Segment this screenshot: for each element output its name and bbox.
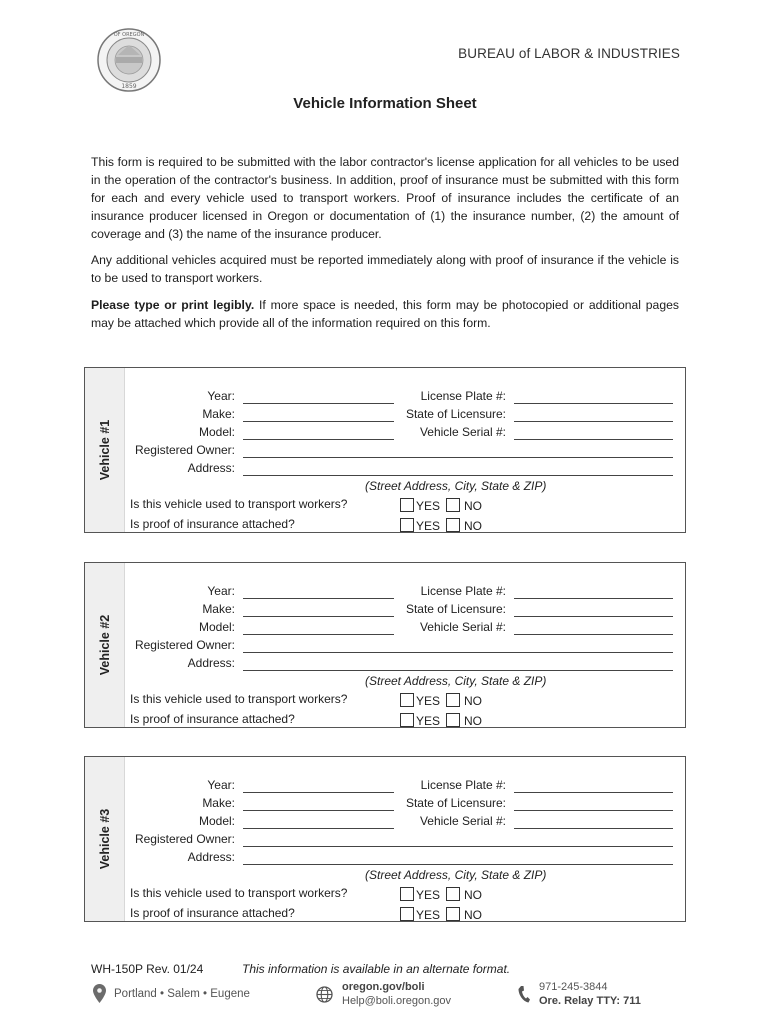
transport-no-label: NO bbox=[464, 694, 482, 708]
make-field[interactable] bbox=[243, 616, 394, 617]
state-of-licensure-label: State of Licensure: bbox=[405, 602, 506, 616]
make-input[interactable] bbox=[243, 405, 394, 421]
model-label: Model: bbox=[198, 620, 235, 634]
insurance-no-checkbox[interactable] bbox=[446, 518, 460, 532]
transport-yes-label: YES bbox=[416, 694, 441, 708]
registered-owner-label: Registered Owner: bbox=[134, 443, 235, 457]
instruction-text: If more space is needed, this form may be photocopied or additional pages may be attached which provide all of the information required on this form. bbox=[91, 298, 679, 330]
transport-no-checkbox[interactable] bbox=[446, 887, 460, 901]
transport-yes-label: YES bbox=[416, 888, 441, 902]
state-of-licensure-label: State of Licensure: bbox=[405, 407, 506, 421]
license-plate-input[interactable] bbox=[514, 387, 673, 403]
registered-owner-input[interactable] bbox=[243, 441, 673, 457]
insurance-no-label: NO bbox=[464, 519, 482, 533]
address-input[interactable] bbox=[243, 848, 673, 864]
relay-tty: Ore. Relay TTY: 711 bbox=[539, 995, 641, 1007]
intro-paragraph-2: Any additional vehicles acquired must be reported immediately along with proof of insurance if the vehicle is to be used to transport workers. bbox=[91, 253, 679, 285]
license-plate-field[interactable] bbox=[514, 792, 673, 793]
vehicle-serial-field[interactable] bbox=[514, 439, 673, 440]
instruction-bold: Please type or print legibly. bbox=[91, 298, 255, 312]
year-label: Year: bbox=[207, 778, 235, 792]
alternate-format-note: This information is available in an alternate format. bbox=[242, 962, 511, 976]
globe-icon bbox=[316, 986, 333, 1003]
model-input[interactable] bbox=[243, 423, 394, 439]
year-field[interactable] bbox=[243, 792, 394, 793]
model-field[interactable] bbox=[243, 634, 394, 635]
insurance-no-checkbox[interactable] bbox=[446, 907, 460, 921]
vehicle-label: Vehicle #2 bbox=[97, 614, 112, 676]
email-link[interactable]: Help@boli.oregon.gov bbox=[342, 995, 452, 1007]
year-label: Year: bbox=[207, 389, 235, 403]
vehicle-serial-label: Vehicle Serial #: bbox=[419, 425, 506, 439]
year-label: Year: bbox=[207, 584, 235, 598]
svg-text:1859: 1859 bbox=[121, 83, 137, 90]
transport-workers-question: Is this vehicle used to transport workers? bbox=[130, 886, 348, 900]
make-input[interactable] bbox=[243, 794, 394, 810]
insurance-yes-checkbox[interactable] bbox=[400, 713, 414, 727]
bureau-name: BUREAU of LABOR & INDUSTRIES bbox=[458, 46, 680, 61]
phone-icon bbox=[518, 986, 530, 1003]
transport-workers-question: Is this vehicle used to transport workers? bbox=[130, 497, 348, 511]
model-input[interactable] bbox=[243, 812, 394, 828]
vehicle-label: Vehicle #3 bbox=[97, 808, 112, 870]
vehicle-serial-field[interactable] bbox=[514, 634, 673, 635]
seal-icon bbox=[96, 27, 162, 93]
license-plate-input[interactable] bbox=[514, 582, 673, 598]
vehicle-section-1 bbox=[84, 367, 686, 533]
insurance-yes-checkbox[interactable] bbox=[400, 907, 414, 921]
address-format-hint: (Street Address, City, State & ZIP) bbox=[365, 674, 547, 688]
state-of-licensure-input[interactable] bbox=[514, 794, 673, 810]
state-of-licensure-input[interactable] bbox=[514, 600, 673, 616]
license-plate-field[interactable] bbox=[514, 403, 673, 404]
address-label: Address: bbox=[187, 461, 235, 475]
make-label: Make: bbox=[202, 796, 235, 810]
make-input[interactable] bbox=[243, 600, 394, 616]
transport-no-checkbox[interactable] bbox=[446, 693, 460, 707]
website-link[interactable]: oregon.gov/boli bbox=[342, 981, 425, 993]
vehicle-section-2 bbox=[84, 562, 686, 728]
page-title: Vehicle Information Sheet bbox=[293, 95, 477, 112]
model-field[interactable] bbox=[243, 828, 394, 829]
insurance-no-label: NO bbox=[464, 908, 482, 922]
make-label: Make: bbox=[202, 407, 235, 421]
license-plate-label: License Plate #: bbox=[420, 584, 506, 598]
intro-paragraph-3 bbox=[91, 296, 679, 332]
license-plate-label: License Plate #: bbox=[420, 389, 506, 403]
model-input[interactable] bbox=[243, 618, 394, 634]
address-format-hint: (Street Address, City, State & ZIP) bbox=[365, 868, 547, 882]
contact-bar bbox=[84, 980, 640, 1012]
vehicle-section-3 bbox=[84, 756, 686, 922]
insurance-yes-label: YES bbox=[416, 714, 441, 728]
vehicle-serial-input[interactable] bbox=[514, 618, 673, 634]
insurance-attached-question: Is proof of insurance attached? bbox=[130, 517, 295, 531]
model-label: Model: bbox=[198, 425, 235, 439]
year-input[interactable] bbox=[243, 387, 394, 403]
transport-workers-question: Is this vehicle used to transport workers? bbox=[130, 692, 348, 706]
insurance-attached-question: Is proof of insurance attached? bbox=[130, 906, 295, 920]
insurance-yes-label: YES bbox=[416, 519, 441, 533]
address-input[interactable] bbox=[243, 654, 673, 670]
vehicle-side-tab bbox=[85, 368, 125, 532]
registered-owner-label: Registered Owner: bbox=[134, 832, 235, 846]
address-label: Address: bbox=[187, 850, 235, 864]
vehicle-label: Vehicle #1 bbox=[97, 419, 112, 481]
state-of-licensure-field[interactable] bbox=[514, 616, 673, 617]
vehicle-serial-field[interactable] bbox=[514, 828, 673, 829]
address-input[interactable] bbox=[243, 459, 673, 475]
vehicle-serial-label: Vehicle Serial #: bbox=[419, 814, 506, 828]
insurance-attached-question: Is proof of insurance attached? bbox=[130, 712, 295, 726]
license-plate-input[interactable] bbox=[514, 776, 673, 792]
license-plate-field[interactable] bbox=[514, 598, 673, 599]
form-code: WH-150P Rev. 01/24 bbox=[91, 962, 204, 976]
registered-owner-field[interactable] bbox=[243, 846, 673, 847]
make-field[interactable] bbox=[243, 810, 394, 811]
vehicle-serial-input[interactable] bbox=[514, 423, 673, 439]
transport-yes-checkbox[interactable] bbox=[400, 887, 414, 901]
year-field[interactable] bbox=[243, 598, 394, 599]
vehicle-serial-input[interactable] bbox=[514, 812, 673, 828]
year-field[interactable] bbox=[243, 403, 394, 404]
transport-no-label: NO bbox=[464, 888, 482, 902]
state-of-licensure-field[interactable] bbox=[514, 421, 673, 422]
model-field[interactable] bbox=[243, 439, 394, 440]
vehicle-side-tab bbox=[85, 563, 125, 727]
phone-number[interactable]: 971-245-3844 bbox=[539, 981, 608, 993]
transport-yes-checkbox[interactable] bbox=[400, 693, 414, 707]
transport-yes-checkbox[interactable] bbox=[400, 498, 414, 512]
insurance-yes-checkbox[interactable] bbox=[400, 518, 414, 532]
year-input[interactable] bbox=[243, 582, 394, 598]
address-label: Address: bbox=[187, 656, 235, 670]
transport-no-checkbox[interactable] bbox=[446, 498, 460, 512]
intro-paragraph-1: This form is required to be submitted with the labor contractor's license application for all vehicles to be used in the operation of the contractor's business. In addition, proof of insurance must be submitted with this form for each and every vehicle used to transport workers. Proof of insurance includes the certificate of an insurance producer licensed in Oregon or documentation of (1) the insurance number, (2) the amount of coverage and (3) the name of the insurance producer. bbox=[91, 155, 679, 241]
registered-owner-field[interactable] bbox=[243, 652, 673, 653]
registered-owner-input[interactable] bbox=[243, 636, 673, 652]
address-format-hint: (Street Address, City, State & ZIP) bbox=[365, 479, 547, 493]
address-field[interactable] bbox=[243, 670, 673, 671]
map-pin-icon bbox=[93, 984, 106, 1003]
transport-yes-label: YES bbox=[416, 499, 441, 513]
address-field[interactable] bbox=[243, 864, 673, 865]
oregon-state-seal bbox=[96, 27, 162, 93]
vehicle-side-tab bbox=[85, 757, 125, 921]
registered-owner-field[interactable] bbox=[243, 457, 673, 458]
insurance-no-label: NO bbox=[464, 714, 482, 728]
make-field[interactable] bbox=[243, 421, 394, 422]
state-of-licensure-field[interactable] bbox=[514, 810, 673, 811]
model-label: Model: bbox=[198, 814, 235, 828]
state-of-licensure-input[interactable] bbox=[514, 405, 673, 421]
license-plate-label: License Plate #: bbox=[420, 778, 506, 792]
transport-no-label: NO bbox=[464, 499, 482, 513]
insurance-no-checkbox[interactable] bbox=[446, 713, 460, 727]
vehicle-serial-label: Vehicle Serial #: bbox=[419, 620, 506, 634]
address-field[interactable] bbox=[243, 475, 673, 476]
registered-owner-input[interactable] bbox=[243, 830, 673, 846]
make-label: Make: bbox=[202, 602, 235, 616]
year-input[interactable] bbox=[243, 776, 394, 792]
registered-owner-label: Registered Owner: bbox=[134, 638, 235, 652]
state-of-licensure-label: State of Licensure: bbox=[405, 796, 506, 810]
insurance-yes-label: YES bbox=[416, 908, 441, 922]
svg-text:OF OREGON: OF OREGON bbox=[113, 32, 145, 38]
office-locations: Portland • Salem • Eugene bbox=[114, 988, 250, 1000]
